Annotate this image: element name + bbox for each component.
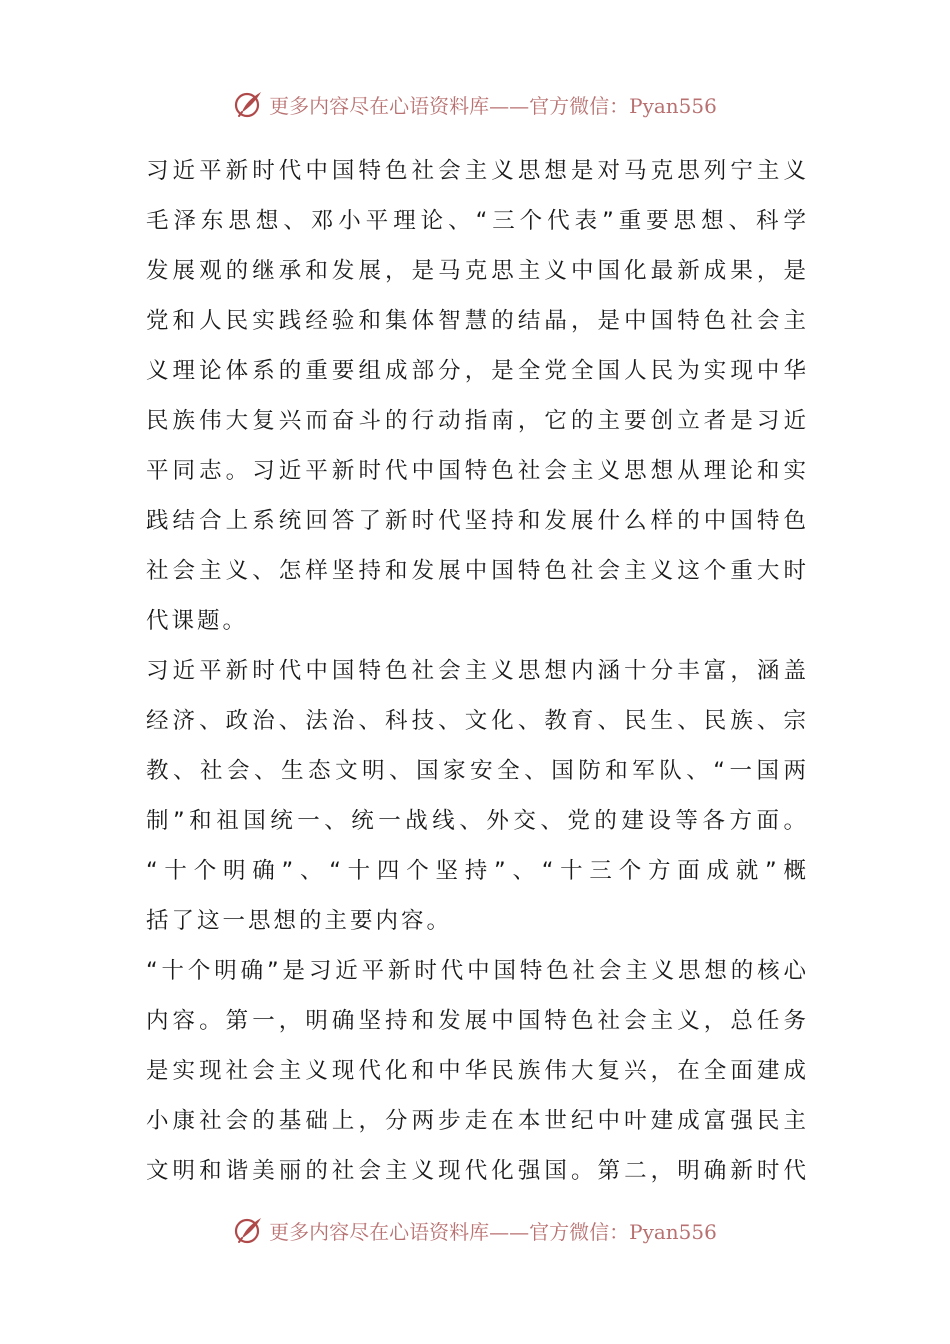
quill-logo-icon <box>233 1214 265 1246</box>
document-body <box>146 146 806 1196</box>
text-line: 经济、政治、法治、科技、文化、教育、民生、民族、宗 <box>146 708 806 734</box>
watermark-text: 更多内容尽在心语资料库——官方微信：Pyan556 <box>269 1219 717 1244</box>
footer-watermark <box>0 1210 950 1250</box>
text-line: 民族伟大复兴而奋斗的行动指南，它的主要创立者是习近 <box>146 408 806 434</box>
text-line: 社会主义、怎样坚持和发展中国特色社会主义这个重大时 <box>146 558 806 584</box>
text-line: 代课题。 <box>146 608 249 634</box>
text-line: 小康社会的基础上，分两步走在本世纪中叶建成富强民主 <box>146 1108 806 1134</box>
text-line: 践结合上系统回答了新时代坚持和发展什么样的中国特色 <box>146 508 806 534</box>
text-line: 内容。第一，明确坚持和发展中国特色社会主义，总任务 <box>146 1008 806 1034</box>
watermark-text: 更多内容尽在心语资料库——官方微信：Pyan556 <box>269 93 717 118</box>
text-line: 教、社会、生态文明、国家安全、国防和军队、“一国两 <box>146 758 806 784</box>
text-line: 括了这一思想的主要内容。 <box>146 908 453 934</box>
text-line: 是实现社会主义现代化和中华民族伟大复兴，在全面建成 <box>146 1058 806 1084</box>
text-line: 毛泽东思想、邓小平理论、“三个代表”重要思想、科学 <box>146 208 806 234</box>
header-watermark <box>0 84 950 124</box>
quill-logo-icon <box>233 88 265 120</box>
text-line: 党和人民实践经验和集体智慧的结晶，是中国特色社会主 <box>146 308 806 334</box>
text-line: 习近平新时代中国特色社会主义思想是对马克思列宁主义 <box>146 158 806 184</box>
text-line: 发展观的继承和发展，是马克思主义中国化最新成果，是 <box>146 258 806 284</box>
text-line: 义理论体系的重要组成部分，是全党全国人民为实现中华 <box>146 358 806 384</box>
text-line: 文明和谐美丽的社会主义现代化强国。第二，明确新时代 <box>146 1158 806 1184</box>
text-line: 习近平新时代中国特色社会主义思想内涵十分丰富，涵盖 <box>146 658 806 684</box>
text-line: “十个明确”、“十四个坚持”、“十三个方面成就”概 <box>146 858 806 884</box>
text-line: “十个明确”是习近平新时代中国特色社会主义思想的核心 <box>146 958 806 984</box>
text-line: 平同志。习近平新时代中国特色社会主义思想从理论和实 <box>146 458 806 484</box>
text-line: 制”和祖国统一、统一战线、外交、党的建设等各方面。 <box>146 808 806 834</box>
